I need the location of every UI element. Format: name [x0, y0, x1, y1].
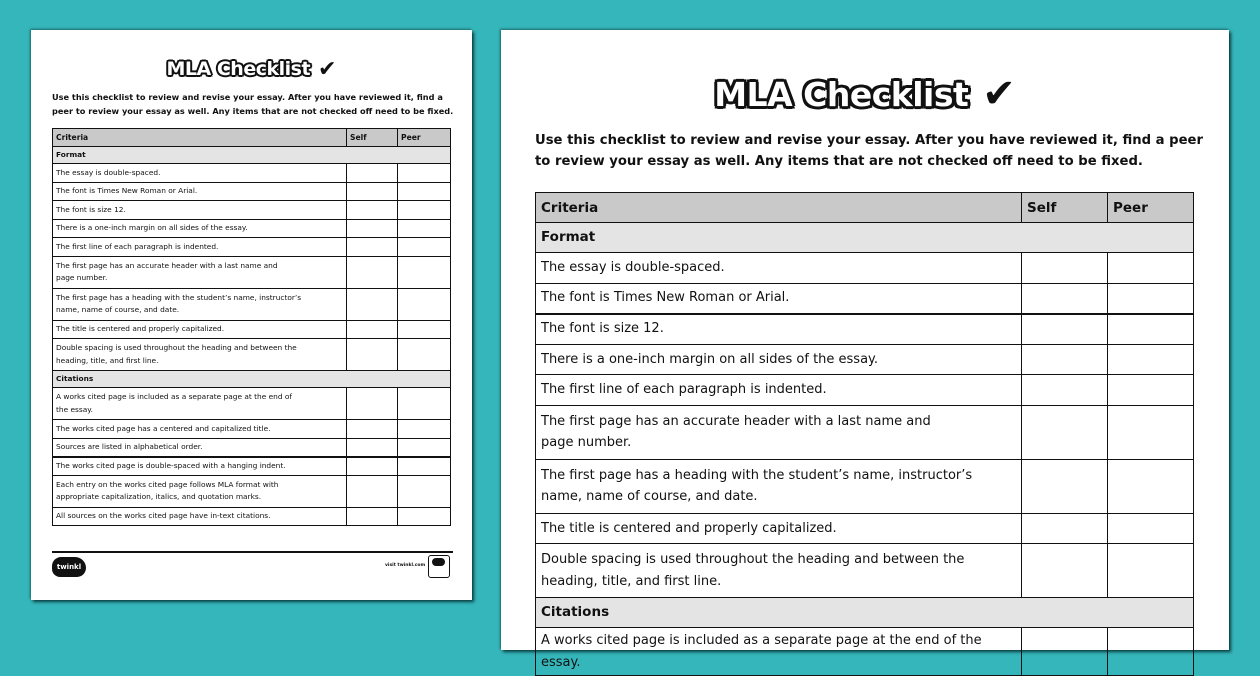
table-row: [536, 544, 1194, 598]
table-row: [536, 513, 1194, 544]
self-check-cell[interactable]: [1022, 344, 1108, 375]
page-title: MLA Checklist: [166, 58, 311, 80]
criteria-cell: All sources on the works cited page have in-text citations.: [53, 507, 347, 526]
peer-check-cell[interactable]: [1108, 344, 1194, 375]
table-row: [53, 320, 451, 339]
intro-text: Use this checklist to review and revise your essay. After you have reviewed it, find a peer to review your essay as well. Any items that are not checked off need to be fixed.: [52, 92, 454, 116]
criteria-cell: The font is Times New Roman or Arial.: [53, 182, 347, 201]
table-row: [53, 288, 451, 320]
section-label: Format: [536, 223, 1194, 253]
peer-check-cell[interactable]: [1108, 375, 1194, 406]
self-check-cell[interactable]: [1022, 459, 1108, 513]
self-check-cell[interactable]: [1022, 283, 1108, 314]
column-header-self: Self: [1022, 193, 1108, 223]
table-row: [53, 388, 451, 420]
peer-check-cell[interactable]: [1108, 628, 1194, 676]
peer-check-cell[interactable]: [1108, 544, 1194, 598]
self-check-cell[interactable]: [347, 438, 398, 457]
criteria-cell: The font is Times New Roman or Arial.: [536, 283, 1022, 314]
criteria-cell: The font is size 12.: [536, 314, 1022, 345]
self-check-cell[interactable]: [1022, 628, 1108, 676]
quality-badge-icon: [428, 555, 450, 578]
criteria-cell: [536, 544, 1022, 598]
criteria-cell: A works cited page is included as a separate page at the end of the essay.: [536, 628, 1022, 676]
self-check-cell[interactable]: [347, 288, 398, 320]
self-check-cell[interactable]: [347, 256, 398, 288]
page-title: MLA Checklist: [714, 74, 969, 114]
table-row: [53, 475, 451, 507]
section-row-format: [53, 147, 451, 164]
checkmark-icon: ✔: [318, 56, 337, 82]
self-check-cell[interactable]: [347, 507, 398, 526]
criteria-line: The first page has a heading with the student’s name, instructor’s: [541, 467, 973, 483]
section-row-format: [536, 223, 1194, 253]
self-check-cell[interactable]: [347, 457, 398, 476]
section-label: Citations: [53, 371, 451, 388]
criteria-cell: The works cited page has a centered and capitalized title.: [53, 420, 347, 439]
table-row: [53, 256, 451, 288]
section-label: Citations: [536, 598, 1194, 628]
checkmark-icon: ✔: [982, 71, 1016, 117]
criteria-cell: [53, 388, 347, 420]
criteria-line: Each entry on the works cited page follows MLA format with: [56, 479, 279, 489]
table-row: [53, 339, 451, 371]
criteria-cell: [536, 405, 1022, 459]
criteria-cell: [53, 256, 347, 288]
column-header-peer: Peer: [398, 129, 451, 147]
criteria-cell: The font is size 12.: [53, 201, 347, 220]
criteria-line: page number.: [56, 273, 108, 282]
checklist-table: [535, 192, 1194, 676]
table-row: [536, 253, 1194, 284]
peer-check-cell[interactable]: [398, 339, 451, 371]
table-row: [536, 344, 1194, 375]
peer-check-cell[interactable]: [1108, 283, 1194, 314]
peer-check-cell[interactable]: [398, 475, 451, 507]
peer-check-cell[interactable]: [1108, 314, 1194, 345]
self-check-cell[interactable]: [347, 164, 398, 183]
title-row: [31, 54, 472, 84]
peer-check-cell[interactable]: [398, 256, 451, 288]
self-check-cell[interactable]: [347, 388, 398, 420]
criteria-line: name, name of course, and date.: [541, 489, 758, 504]
peer-check-cell[interactable]: [1108, 513, 1194, 544]
self-check-cell[interactable]: [347, 219, 398, 238]
criteria-cell: The title is centered and properly capitalized.: [53, 320, 347, 339]
self-check-cell[interactable]: [1022, 314, 1108, 345]
title-row: [501, 70, 1229, 118]
table-row: [53, 438, 451, 457]
intro-text: Use this checklist to review and revise your essay. After you have reviewed it, find a peer to review your essay as well. Any items that are not checked off need to be fixed.: [535, 133, 1203, 169]
table-row: [536, 375, 1194, 406]
column-header-criteria: Criteria: [536, 193, 1022, 223]
table-row: [53, 201, 451, 220]
peer-check-cell[interactable]: [398, 164, 451, 183]
criteria-line: heading, title, and first line.: [56, 355, 159, 365]
column-header-self: Self: [347, 129, 398, 147]
criteria-cell: The first line of each paragraph is indented.: [536, 375, 1022, 406]
worksheet-page-zoomed: [501, 30, 1229, 670]
criteria-cell: The first line of each paragraph is indented.: [53, 238, 347, 257]
criteria-cell: [53, 475, 347, 507]
table-row: [53, 164, 451, 183]
self-check-cell[interactable]: [1022, 375, 1108, 406]
twinkl-logo: twinkl: [52, 557, 86, 577]
criteria-cell: There is a one-inch margin on all sides of the essay.: [536, 344, 1022, 375]
table-row: [536, 314, 1194, 345]
criteria-cell: The works cited page is double-spaced with a hanging indent.: [53, 457, 347, 476]
peer-check-cell[interactable]: [1108, 253, 1194, 284]
criteria-line: Double spacing is used throughout the heading and between the: [56, 343, 297, 352]
peer-check-cell[interactable]: [398, 438, 451, 457]
self-check-cell[interactable]: [347, 475, 398, 507]
self-check-cell[interactable]: [1022, 513, 1108, 544]
table-row: [536, 459, 1194, 513]
footer-divider: [52, 551, 453, 553]
criteria-line: The first page has a heading with the student’s name, instructor’s: [56, 292, 302, 302]
checklist-table: [52, 128, 451, 526]
worksheet-page-thumbnail: [31, 30, 472, 600]
table-row: [536, 628, 1194, 676]
self-check-cell[interactable]: [347, 420, 398, 439]
criteria-line: The first page has an accurate header with a last name and: [56, 260, 278, 270]
peer-check-cell[interactable]: [398, 201, 451, 220]
column-header-peer: Peer: [1108, 193, 1194, 223]
peer-check-cell[interactable]: [1108, 405, 1194, 459]
peer-check-cell[interactable]: [398, 457, 451, 476]
table-row: [53, 182, 451, 201]
self-check-cell[interactable]: [347, 339, 398, 371]
criteria-cell: [53, 339, 347, 371]
criteria-cell: The essay is double-spaced.: [536, 253, 1022, 284]
peer-check-cell[interactable]: [398, 288, 451, 320]
criteria-line: heading, title, and first line.: [541, 573, 722, 589]
self-check-cell[interactable]: [347, 201, 398, 220]
criteria-line: Double spacing is used throughout the heading and between the: [541, 552, 965, 567]
table-row: [53, 420, 451, 439]
criteria-cell: There is a one-inch margin on all sides of the essay.: [53, 219, 347, 238]
criteria-cell: [536, 459, 1022, 513]
column-header-criteria: Criteria: [53, 129, 347, 147]
peer-check-cell[interactable]: [398, 182, 451, 201]
table-header-row: [53, 129, 451, 147]
criteria-line: the essay.: [56, 404, 93, 414]
peer-check-cell[interactable]: [398, 388, 451, 420]
peer-check-cell[interactable]: [398, 219, 451, 238]
table-row: [53, 457, 451, 476]
table-row: [536, 405, 1194, 459]
self-check-cell[interactable]: [347, 182, 398, 201]
criteria-line: appropriate capitalization, italics, and quotation marks.: [56, 492, 262, 501]
self-check-cell[interactable]: [1022, 405, 1108, 459]
table-row: [53, 238, 451, 257]
table-row: [53, 219, 451, 238]
self-check-cell[interactable]: [347, 320, 398, 339]
criteria-line: name, name of course, and date.: [56, 305, 180, 314]
criteria-line: A works cited page is included as a separate page at the end of: [56, 392, 293, 401]
table-row: [536, 283, 1194, 314]
peer-check-cell[interactable]: [398, 320, 451, 339]
self-check-cell[interactable]: [347, 238, 398, 257]
peer-check-cell[interactable]: [1108, 459, 1194, 513]
criteria-cell: The title is centered and properly capitalized.: [536, 513, 1022, 544]
self-check-cell[interactable]: [1022, 253, 1108, 284]
self-check-cell[interactable]: [1022, 544, 1108, 598]
section-row-citations: [53, 371, 451, 388]
table-header-row: [536, 193, 1194, 223]
criteria-cell: Sources are listed in alphabetical order.: [53, 438, 347, 457]
table-row: [53, 507, 451, 526]
criteria-cell: [53, 288, 347, 320]
footer-url: visit twinkl.com: [385, 563, 426, 568]
peer-check-cell[interactable]: [398, 507, 451, 526]
peer-check-cell[interactable]: [398, 238, 451, 257]
criteria-line: page number.: [541, 435, 632, 450]
section-row-citations: [536, 598, 1194, 628]
criteria-line: The first page has an accurate header with a last name and: [541, 413, 931, 429]
section-label: Format: [53, 147, 451, 164]
criteria-cell: The essay is double-spaced.: [53, 164, 347, 183]
peer-check-cell[interactable]: [398, 420, 451, 439]
